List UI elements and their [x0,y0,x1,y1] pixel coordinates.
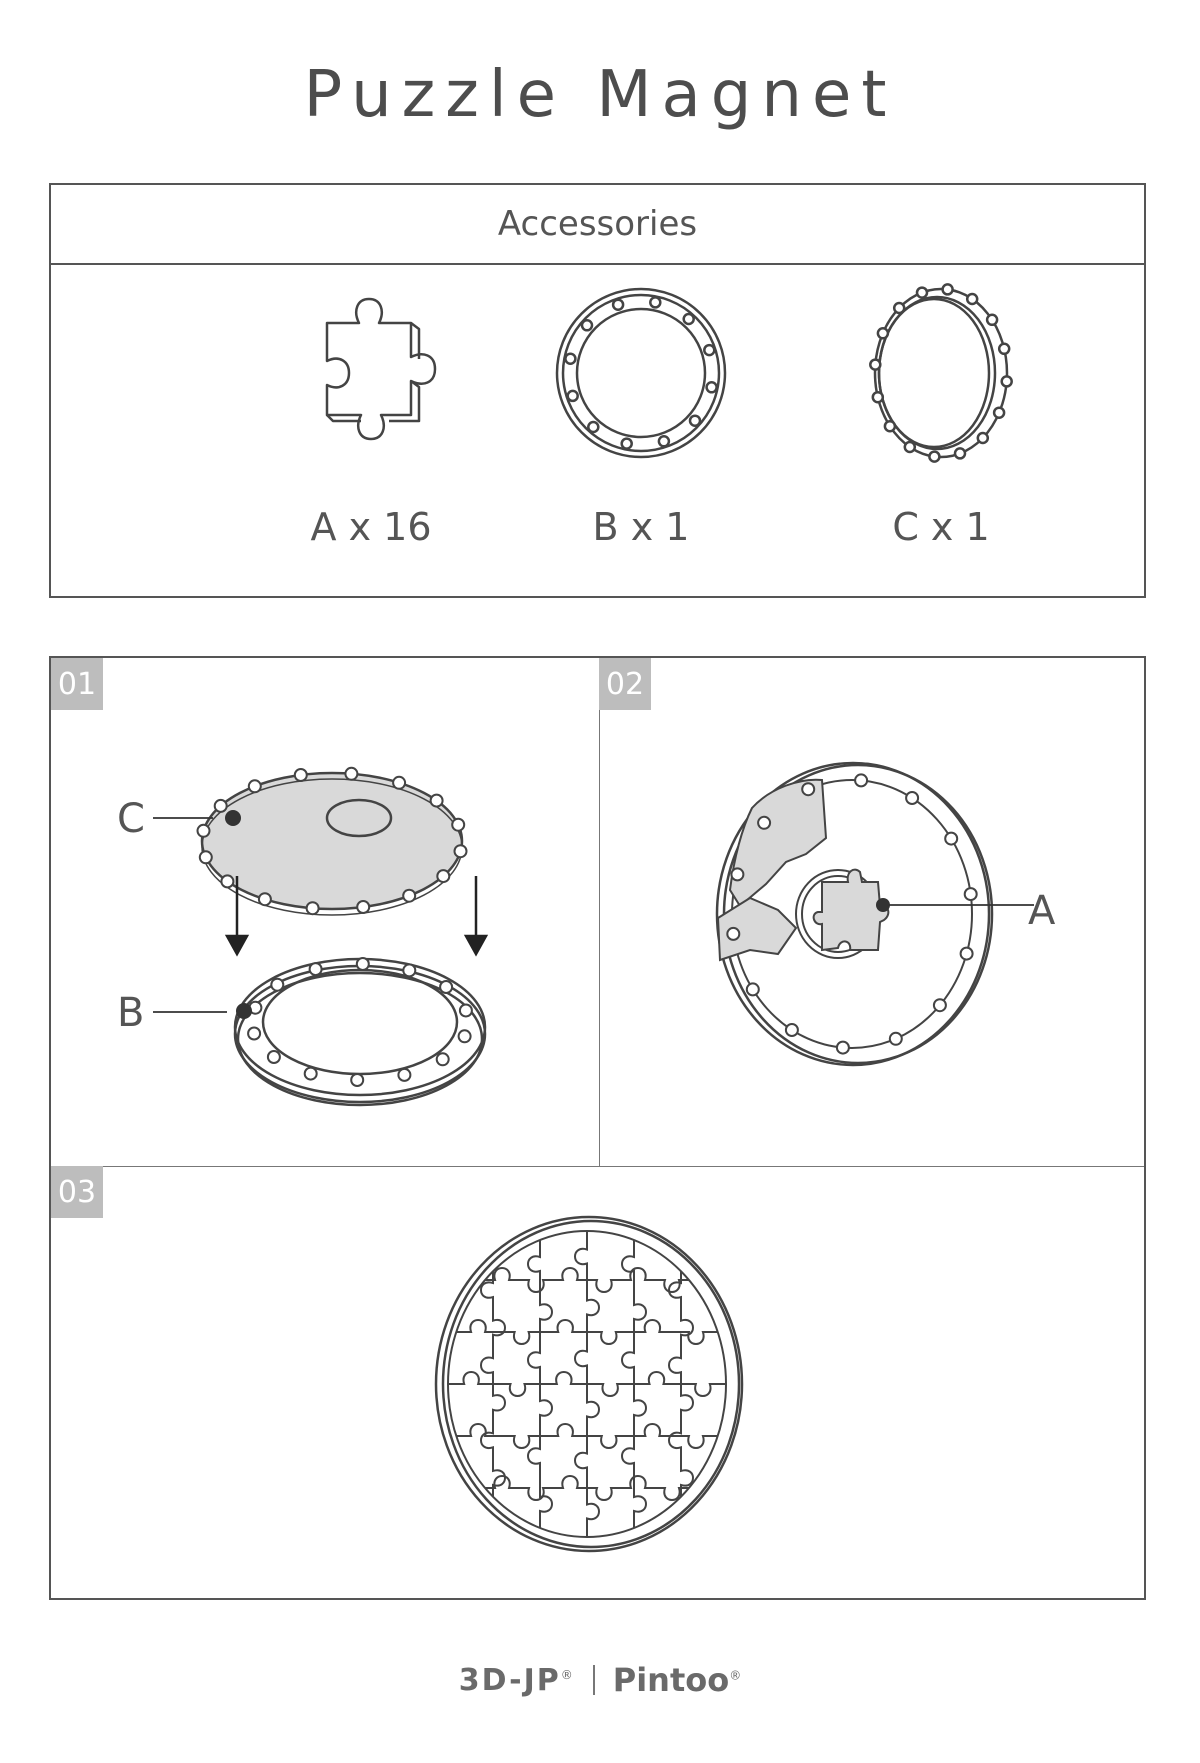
puzzle-tab-shape [398,1069,410,1081]
puzzle-tab-shape [934,999,946,1011]
step-number-badge: 01 [51,658,103,710]
puzzle-tab-shape [955,448,965,458]
puzzle-tab-shape [460,1005,472,1017]
puzzle-tab-shape [568,391,578,401]
puzzle-tab-shape [248,1028,260,1040]
puzzle-tab-shape [885,421,895,431]
puzzle-tab-shape [200,851,212,863]
puzzle-tab-shape [588,422,598,432]
brand-pintoo-text: Pintoo [612,1661,730,1699]
accessory-label-c: C x 1 [892,505,990,549]
puzzle-tab-shape [906,792,918,804]
puzzle-tab-shape [259,893,271,905]
puzzle-tab-shape [870,360,880,370]
puzzle-tab-shape [295,769,307,781]
puzzle-tab-shape [945,833,957,845]
step3-illustration [51,1167,1146,1600]
puzzle-tab-shape [786,1024,798,1036]
brand-pintoo-logo [613,1661,741,1699]
ring-frame-icon [511,273,771,473]
puzzle-tab-shape [965,888,977,900]
puzzle-tab-shape [403,964,415,976]
puzzle-tab-shape [307,902,319,914]
puzzle-tab-shape [943,284,953,294]
puzzle-tab-shape [452,819,464,831]
puzzle-tab-shape [455,845,467,857]
puzzle-tab-shape [659,436,669,446]
accessory-item-b [511,273,771,573]
puzzle-tab-shape [403,890,415,902]
title-second-word: Magnet [596,58,897,132]
puzzle-tab-shape [351,1074,363,1086]
puzzle-tab-shape [894,303,904,313]
puzzle-tab-shape [994,408,1004,418]
puzzle-tab-shape [613,300,623,310]
puzzle-tab-shape [459,1030,471,1042]
puzzle-tab-shape [198,825,210,837]
puzzle-tab-shape [431,795,443,807]
puzzle-tab-shape [758,817,770,829]
puzzle-tab-shape [999,344,1009,354]
step-number-badge: 03 [51,1166,103,1218]
puzzle-tab-shape [855,774,867,786]
brand-3d-jp-text: 3D-JP [458,1662,561,1698]
puzzle-tab-shape [802,783,814,795]
puzzle-tab-shape [305,1068,317,1080]
puzzle-tab-shape [582,320,592,330]
brand-3d-jp-logo [459,1663,575,1698]
notched-disc-icon [811,273,1071,473]
puzzle-tab-shape [249,780,261,792]
registered-mark: ® [560,1667,575,1682]
puzzle-tab-shape [878,328,888,338]
callout-label-b: B [117,990,145,1036]
puzzle-tab-shape [890,1033,902,1045]
puzzle-tab-shape [357,901,369,913]
puzzle-tab-shape [440,981,452,993]
puzzle-tab-shape [929,452,939,462]
puzzle-tab-shape [437,1053,449,1065]
puzzle-tab-shape [837,1042,849,1054]
assembly-steps-panel [49,656,1146,1600]
puzzle-tab-shape [690,416,700,426]
puzzle-tab-shape [873,392,883,402]
puzzle-tab-shape [221,875,233,887]
puzzle-tab-shape [622,439,632,449]
puzzle-tab-shape [727,928,739,940]
brand-footer [0,1660,1200,1700]
page-title [0,58,1200,132]
puzzle-tab-shape [310,963,322,975]
accessories-panel [49,183,1146,598]
puzzle-tab-shape [271,979,283,991]
puzzle-tab-shape [978,433,988,443]
puzzle-tab-shape [987,315,997,325]
puzzle-tab-shape [215,800,227,812]
puzzle-tab-shape [905,442,915,452]
puzzle-tab-shape [967,294,977,304]
puzzle-tab-shape [565,354,575,364]
accessory-label-b: B x 1 [592,505,690,549]
puzzle-tab-shape [650,297,660,307]
title-first-word: Puzzle [303,58,566,132]
puzzle-piece-icon [241,273,501,473]
puzzle-tab-shape [961,948,973,960]
step2-illustration [600,658,1146,1166]
puzzle-tab-shape [393,777,405,789]
accessory-label-a: A x 16 [310,505,432,549]
puzzle-tab-shape [917,288,927,298]
step1-illustration [51,658,599,1166]
accessory-item-a [241,273,501,573]
accessories-heading: Accessories [51,185,1144,265]
puzzle-tab-shape [357,958,369,970]
puzzle-tab-shape [731,868,743,880]
accessory-item-c [811,273,1071,573]
puzzle-tab-shape [437,870,449,882]
puzzle-tab-shape [707,382,717,392]
puzzle-tab-shape [704,345,714,355]
puzzle-tab-shape [747,983,759,995]
puzzle-tab-shape [268,1051,280,1063]
puzzle-tab-shape [1002,376,1012,386]
registered-mark: ® [729,1668,742,1683]
puzzle-tab-shape [684,314,694,324]
callout-label-c: C [117,796,145,842]
callout-label-a: A [1028,888,1056,934]
puzzle-tab-shape [345,768,357,780]
step-number-badge: 02 [599,658,651,710]
brand-separator [593,1665,595,1695]
